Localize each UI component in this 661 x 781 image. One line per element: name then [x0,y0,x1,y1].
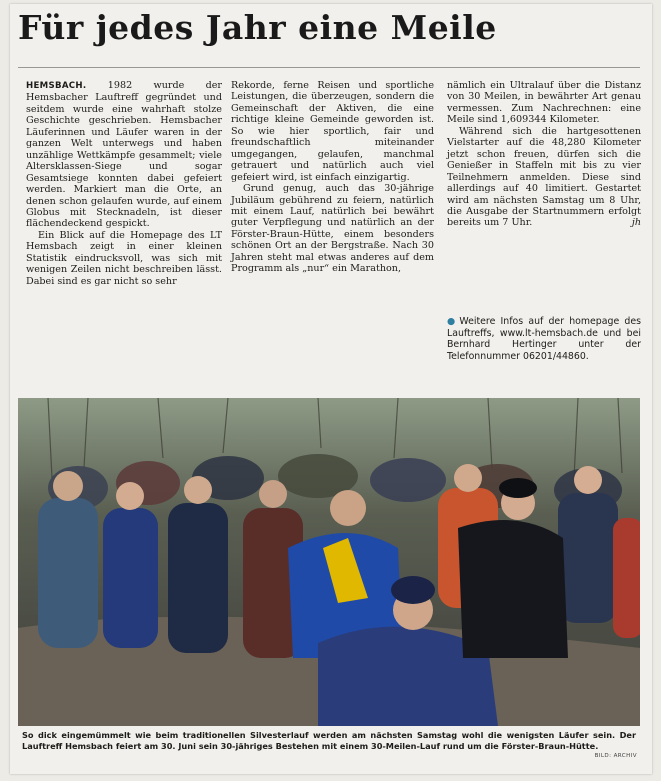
paragraph: Grund genug, auch das 30-jährige Jubiläum gebührend zu feiern, natürlich mit einem Lauf, natürlich bei bewährt guter Verpflegung und natürlich an der Förster-Braun-Hütte, einem besonders schönen Ort an der Bergstraße. Nach 30 Jahren steht mal etwas anderes auf dem Programm als „nur“ ein Marathon, [231,183,434,275]
photo-caption: So dick eingemümmelt wie beim traditionellen Silvesterlauf werden am nächsten Samstag wohl die wenigsten Läufer sein. Der Lauftreff Hemsbach feiert am 30. Juni sein 30-jähriges Bestehen mit einem 30-Meilen-Lauf rund um die Förster-Braun-Hütte. [22,730,636,751]
author-byline: jh [631,217,641,229]
paragraph: nämlich ein Ultralauf über die Distanz von 30 Meilen, in bewährter Art genau vermessen. Zum Nachrechnen: eine Meile sind 1,609344 Kilometer. [447,80,641,126]
article-headline: Für jedes Jahr eine Meile [18,8,497,47]
paragraph: Rekorde, ferne Reisen und sportliche Leistungen, die überzeugen, sondern die Gemeinschaft der Aktiven, die eine richtige kleine Gemeinde geworden ist. So wie hier sportlich, fair und freundschaftlich miteinander umgegangen, gelaufen, manchmal getrauert und natürlich auch viel gefeiert wird, ist einfach einzigartig. [231,80,434,183]
runners-photo-illustration [18,398,640,726]
article-column-2 [231,80,434,275]
headline-divider [18,67,640,68]
article-column-3 [447,80,641,229]
paragraph [447,126,641,229]
info-box [447,316,641,362]
paragraph-text: 1982 wurde der Hemsbacher Lauftreff gegründet und seitdem wurde eine wahrhaft stolze Geschichte geschrieben. Hemsbacher Läuferinnen und Läufer waren in der ganzen Welt unterwegs und haben unzählige Wettkämpfe gesammelt; viele Altersklassen-Siege und sogar Gesamtsiege konnten dabei gefeiert werden. Markiert man die Orte, an denen schon gelaufen wurde, auf einem Globus mit Stecknadeln, ist dieser flächendeckend gespickt. [26,80,222,230]
paragraph [26,80,222,230]
info-text: Weitere Infos auf der homepage des Lauftreffs, www.lt-hemsbach.de und bei Bernhard Hertinger unter der Telefonnummer 06201/44860. [447,316,642,362]
paragraph-text: Während sich die hartgesottenen Vielstarter auf die 48,280 Kilometer jetzt schon freuen, dürfen sich die Genießer in Staffeln mit bis zu vier Teilnehmern anmelden. Diese sind allerdings auf 40 limitiert. Gestartet wird am nächsten Samstag um 8 Uhr, die Ausgabe der Startnummern erfolgt bereits um 7 Uhr. [447,125,641,229]
info-bullet-icon: ● [447,316,458,327]
article-column-1 [26,80,222,287]
dateline: HEMSBACH. [26,81,87,91]
paragraph: Ein Blick auf die Homepage des LT Hemsbach zeigt in einer kleinen Statistik eindrucksvoll, was sich mit wenigen Zeilen nicht beschreiben lässt. Dabei sind es gar nicht so sehr [26,229,222,287]
photo-credit: BILD: ARCHIV [594,753,637,759]
article-photo [18,398,640,726]
